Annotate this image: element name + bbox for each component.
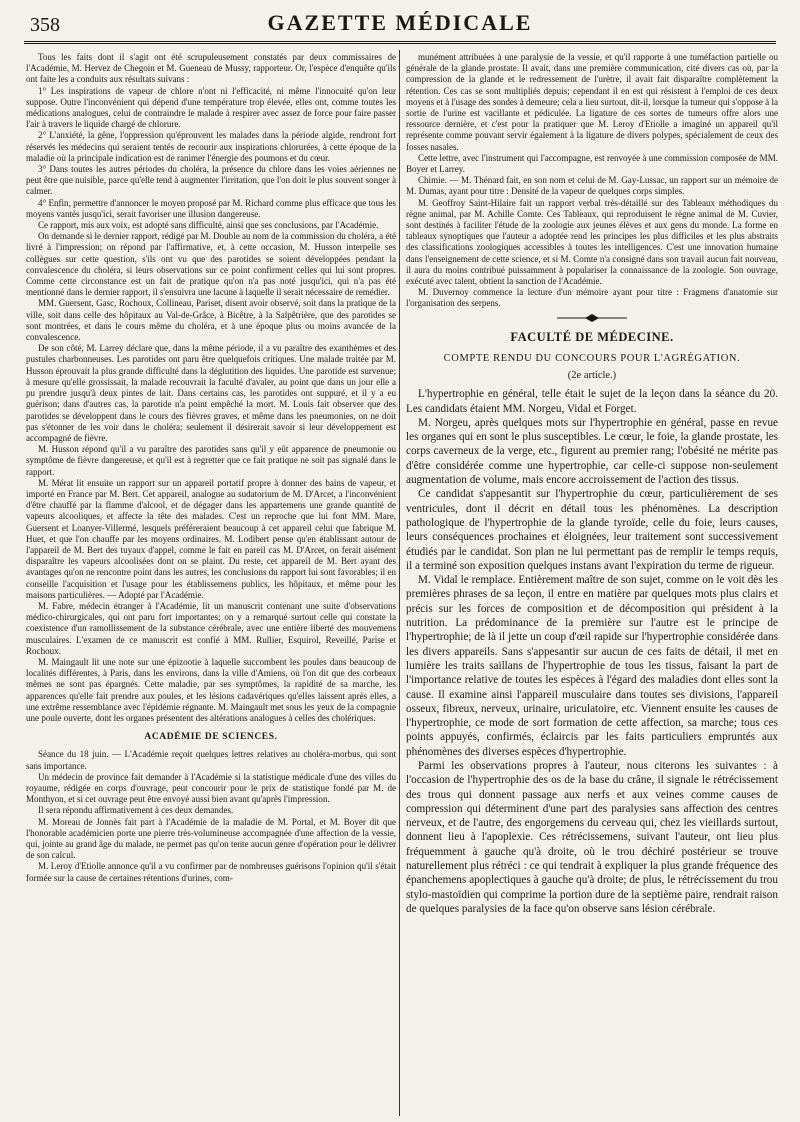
article-number: (2e article.) — [567, 370, 617, 382]
paragraph: 2° L'anxiété, la gêne, l'oppression qu'éprouvent les malades dans la période algide, rendront fort réservés les médecins qui seraient tentés de recourir aux inspirations chlorurées, à cette époque de la maladie où la principale indication est de ranimer l'énergie des poumons et du cœur. — [26, 130, 396, 163]
paragraph: M. Geoffroy Saint-Hilaire fait un rapport verbal très-détaillé sur des Tableaux méthodiques du règne animal, par M. Achille Comte. Ces Tableaux, qui reproduisent le règne animal de M. Cuvier, sont destinés à faciliter l'étude de la zoologie aux jeunes élèves et aux gens du monde. La forme en tableaux synoptiques que l'auteur a adoptée rend les principes les plus difficiles et les plus abstraits des classifications zoologiques accessibles à toutes les intelligences. C'est une innovation humaine dans l'enseignement de cette science, et si M. Comte n'a consigné dans son travail aucun fait nouveau, il aura du moins contribué puissamment à populariser la connaissance de la zoologie. Son ouvrage, exécuté avec talent, obtient la sanction de l'Académie. — [406, 197, 778, 287]
paragraph: Cette lettre, avec l'instrument qui l'accompagne, est renvoyée à une commission composée de MM. Boyer et Larrey. — [406, 152, 778, 175]
section-subheading: COMPTE RENDU DU CONCOURS POUR L'AGRÉGATION. — [443, 352, 741, 364]
right-paragraphs-a — [406, 52, 778, 310]
paragraph: 3° Dans toutes les autres périodes du choléra, la présence du chlore dans les voies aériennes ne peut être que nuisible, parce qu'elle tend à augmenter l'irritation, que l'on doit le plus souvent songer à calmer. — [26, 164, 396, 197]
paragraph: Tous les faits dont il s'agit ont été scrupuleusement constatés par deux commissaires de l'Académie, M. Hervez de Chegoin et M. Gueneau de Mussy, rapporteur. Or, l'espèce d'enquête qu'ils ont faite les a conduits aux résultats suivans : — [26, 52, 396, 85]
paragraph: On demande si le dernier rapport, rédigé par M. Double au nom de la commission du choléra, a été livré à l'impression; on répond par l'affirmative, et, à cette occasion, M. Husson interpelle ses collègues sur cette question, s'ils ont vu que des parotides se soient développées pendant la convalescence du choléra, si leurs observations sur ce point confirment celles qui lui sont propres. Comme cette circonstance est un fait de pratique qu'on n'a pas noté jusqu'ici, qui n'a pas été mentionné dans le dernier rapport, il s'ensuivra une lacune à laquelle il serait nécessaire de remédier. — [26, 231, 396, 298]
section-heading-academie: ACADÉMIE DE SCIENCES. — [144, 732, 278, 743]
paragraph: MM. Guersent, Gasc, Rochoux, Collineau, Pariset, disent avoir observé, soit dans la pratique de la ville, soit dans celle des hôpitaux au Val-de-Grâce, à Bicêtre, à la Salpêtrière, que des parotides se sont montrées, et dans le cours même du choléra, et à une époque plus ou moins avancée de la convalescence. — [26, 298, 396, 343]
paragraph: M. Fabre, médecin étranger à l'Académie, lit un manuscrit contenant une suite d'observations médico-chirurgicales, qui ont paru fort importantes; on y a remarqué surtout celle qui constate la coexistence d'un ramollissement de la substance cérébrale, avec une entière liberté des mouvemens musculaires. L'examen de ce manuscrit est confié à MM. Rullier, Esquirol, Reveillé, Parise et Rochoux. — [26, 600, 396, 656]
paragraph: Parmi les observations propres à l'auteur, nous citerons les suivantes : à l'occasion de l'hypertrophie des os de la base du crâne, il signale le rétrécissement des trous qui donnent passage aux nerfs et aux veines comme causes de compression qui déterminent d'une part des paralysies sans affection des centres nerveux, et de l'autre, des engorgemens du cerveau qui, chez les vieillards surtout, donnent lieu à l'apoplexie. Ces rétrécissemens, suivant l'auteur, ont lieu plus fréquemment à gauche qu'à droite, où le trou déchiré postérieur se trouve naturellement plus rétréci : ce qui tendrait à expliquer la plus grande fréquence des épanchemens apoplectiques à gauche qu'à droite; de plus, le rétrécissement du trou stylo-mastoïdien qui comprime la portion dure de la septième paire, rendrait raison de quelques paralysies de la face qu'on observe sans lésion cérébrale. — [406, 760, 778, 915]
right-column — [406, 52, 778, 1118]
page-title: GAZETTE MÉDICALE — [267, 10, 533, 35]
left-paragraphs-b — [26, 749, 396, 883]
ornament-divider — [557, 314, 627, 322]
paragraph: M. Leroy d'Etiolle annonce qu'il a vu confirmer par de nombreuses guérisons l'opinion qu'il s'était formée sur la cause de certaines rétentions d'urines, com- — [26, 861, 396, 883]
paragraph: Chimie. — M. Thénard fait, en son nom et celui de M. Gay-Lussac, un rapport sur un mémoire de M. Dumas, ayant pour titre : Densité de la vapeur de quelques corps simples. — [406, 175, 778, 197]
paragraph: M. Moreau de Jonnès fait part à l'Académie de la maladie de M. Portal, et M. Boyer dit que l'honorable académicien porte une pierre très-volumineuse accompagnée d'une affection de la vessie, qui, jointe au grand âge du malade, ne permet pas qu'on tente aucun genre d'opération pour le délivrer de son calcul. — [26, 816, 396, 861]
left-paragraphs-a — [26, 52, 396, 724]
header-rule — [24, 41, 776, 44]
paragraph: Séance du 18 juin. — L'Académie reçoit quelques lettres relatives au choléra-morbus, qui sont sans importance. — [26, 749, 396, 771]
paragraph: M. Maingault lit une note sur une épizootie à laquelle succombent les poules dans beaucoup de localités différentes, à Paris, dans les environs, dans la ville d'Amiens, où l'on dit que des corbeaux mêmes ne sont pas épargnés. Cette maladie, par ses symptômes, la rapidité de sa marche, les apparences qu'elle fait prendre aux poules, et les lésions cadavériques qu'elles laissent après elles, a une extrême ressemblance avec l'épidémie régnante. M. Maingault met sous les yeux de la compagnie une poule ouverte, dont les organes présentent des altérations analogues à celles des cholériques. — [26, 656, 396, 723]
paragraph: Un médecin de province fait demander à l'Académie si la statistique médicale d'une des villes du royaume, rédigée en corps d'ouvrage, peut concourir pour le prix de statistique fondé par M. de Monthyon, et si cet ouvrage peut être envoyé aussi bien avant qu'après l'impression. — [26, 771, 396, 805]
paragraph: Ce rapport, mis aux voix, est adopté sans difficulté, ainsi que ses conclusions, par l'Académie. — [38, 220, 379, 231]
paragraph: M. Norgeu, après quelques mots sur l'hypertrophie en général, passe en revue les organes qui en sont le plus susceptibles. Le cœur, le foie, la glande prostate, les corps caverneux de la verge, etc., figurent au premier rang; l'obésité ne mérite pas d'être considérée comme une hypertrophie, car celle-ci suppose non-seulement augmentation de volume, mais encore accroissement de l'action des tissus. — [406, 416, 778, 487]
paragraph: M. Mérat lit ensuite un rapport sur un appareil portatif propre à donner des bains de vapeur, et importé en France par M. Bert. Cet appareil, analogue au sudatorium de M. D'Arcet, a l'inconvénient d'être chauffé par la flamme d'alcool, et de dégager dans les appartemens une grande quantité de vapeurs alcooliques, et affecte la tête des malades. C'est un reproche que lui font MM. Mare, Guersent et Loanyer-Villermé, lesquels préféreraient beaucoup à cet appareil celui que fabrique M. Huet, et que l'on chauffe par les moyens ordinaires. M. Lodibert pense qu'en établissant autour de l'appareil de M. Bert des tuyaux d'appel, comme le fait en pareil cas M. D'Arcet, on ferait aisément disparaître les vapeurs alcoolisées dont on se plaint. Du reste, cet appareil de M. Bert ayant des avantages qu'on ne rencontre point dans les autres, les conclusions du rapport lui sont favorables; il en conseille l'acquisition et l'usage pour les établissemens publics, les hôpitaux, et même pour les maisons particulières. — Adopté par l'Académie. — [26, 477, 396, 600]
left-column — [26, 52, 396, 1118]
paragraph: L'hypertrophie en général, telle était le sujet de la leçon dans la séance du 20. Les candidats étaient MM. Norgeu, Vidal et Forget. — [406, 388, 778, 415]
paragraph: M. Husson répond qu'il a vu paraître des parotides sans qu'il y eût apparence de pneumonie ou symptôme de fièvre dangereuse, et qu'il est à regretter que ce fait pratique ne soit pas signalé dans le rapport. — [26, 444, 396, 477]
column-divider — [399, 50, 400, 1116]
paragraph: 4° Enfin, permettre d'annoncer le moyen proposé par M. Richard comme plus efficace que tous les moyens vantés jusqu'ici, serait favoriser une illusion dangereuse. — [26, 197, 396, 219]
section-heading-faculte: FACULTÉ DE MÉDECINE. — [510, 329, 674, 344]
paragraph: M. Duvernoy commence la lecture d'un mémoire ayant pour titre : Fragmens d'anatomie sur l'organisation des serpens. — [406, 287, 778, 309]
paragraph: 1° Les inspirations de vapeur de chlore n'ont ni l'efficacité, ni même l'innocuité qu'on leur suppose. Outre l'inconvénient qui dépend d'une température trop élevée, elles ont, comme toutes les médications analogues, celui de contraindre le malade à respirer avec assez de force pour faire passer l'air à travers le liquide chargé de chlorure. — [26, 85, 396, 130]
page-number: 358 — [30, 14, 60, 36]
paragraph: munément attribuées à une paralysie de la vessie, et qu'il rapporte à une tuméfaction partielle ou générale de la glande prostate. Il avait, dans une première communication, cité divers cas où, par la compression de la glande et le redressement de l'urètre, il avait fait disparaître complètement la rétention. Ces cas se sont multipliés depuis; cependant il en est qui résistent à l'emploi de ces deux moyens et à l'usage des sondes à demeure; cela a lieu surtout, dit-il, lorsque la tumeur qui s'oppose à la sortie de l'urine est vacillante et pédiculée. La ligature de ces sortes de tumeurs offre alors une ressource dernière, et c'est pour la pratiquer que M. Leroy d'Etiolle a imaginé un appareil qu'il représente comme pouvant servir également à la ligature de divers polypes, spécialement de ceux des fosses nasales. — [406, 52, 778, 152]
paragraph: Il sera répondu affirmativement à ces deux demandes. — [38, 805, 234, 816]
paragraph: De son côté, M. Larrey déclare que, dans la même période, il a vu paraître des exanthèmes et des pustules charbonneuses. Les parotides ont paru être quelquefois critiques. Une malade traitée par M. Husson éprouvait la plus grande difficulté dans la déglutition des liquides. Une parotide est survenue; à mesure qu'elle grossissait, la malade recouvrait la faculté d'avaler, au point que dans un jour elle a pu prendre jusqu'à deux pintes de lait. Dans certains cas, les parotides ont suppuré, et il y a eu guérison; dans d'autres cas, la parotide n'a point empêché la mort. M. Louis fait observer que des parotides se développent dans le cours des fièvres graves, et même dans les pneumonies, on ne doit pas s'étonner de les voir dans le choléra; seulement il désirerait savoir si leur développement est accompagné de fièvre. — [26, 343, 396, 443]
paragraph: Ce candidat s'appesantit sur l'hypertrophie du cœur, particulièrement de ses ventricules, dont il décrit en détail tous les phénomènes. La description pathologique de l'hypertrophie de la glande tyroïde, celle du foie, leurs causes, leurs conséquences prochaines et éloignées, leur traitement sont successivement étudiés par le candidat. Son plan ne lui permettant pas de remplir le temps requis, il a terminé son exposition quelques instans avant l'expiration du terme de rigueur. — [406, 488, 778, 572]
paragraph: M. Vidal le remplace. Entièrement maître de son sujet, comme on le voit dès les premières phrases de sa leçon, il entre en matière par quelques mots plus clairs et précis sur les forces de composition et de décomposition qui président à la nutrition. La prédominance de la première sur l'autre est le principe de l'hypertrophie; de là il jette un coup d'œil rapide sur l'hypertrophie considérée dans les divers appareils. Sans s'appesantir sur aucun de ces faits de détail, il met en lumière les traits saillans de l'hypertrophie de tous les tissus, faisant la part de l'importance relative de toutes les espèces à l'égard des maladies dont elles sont la cause. Il examine ainsi l'appareil musculaire dans toutes ses divisions, l'appareil osseux, fibreux, nerveux, urinaire, uriculatoire, etc. Viennent ensuite les causes de l'hypertrophie, ce mode de sort formation de cette affection, sa marche; tous ces points appuyés, confirmés, éclaircis par les faits particuliers empruntés aux phénomènes des diverses espèces d'hypertrophie. — [406, 574, 778, 758]
right-paragraphs-b — [406, 387, 778, 916]
